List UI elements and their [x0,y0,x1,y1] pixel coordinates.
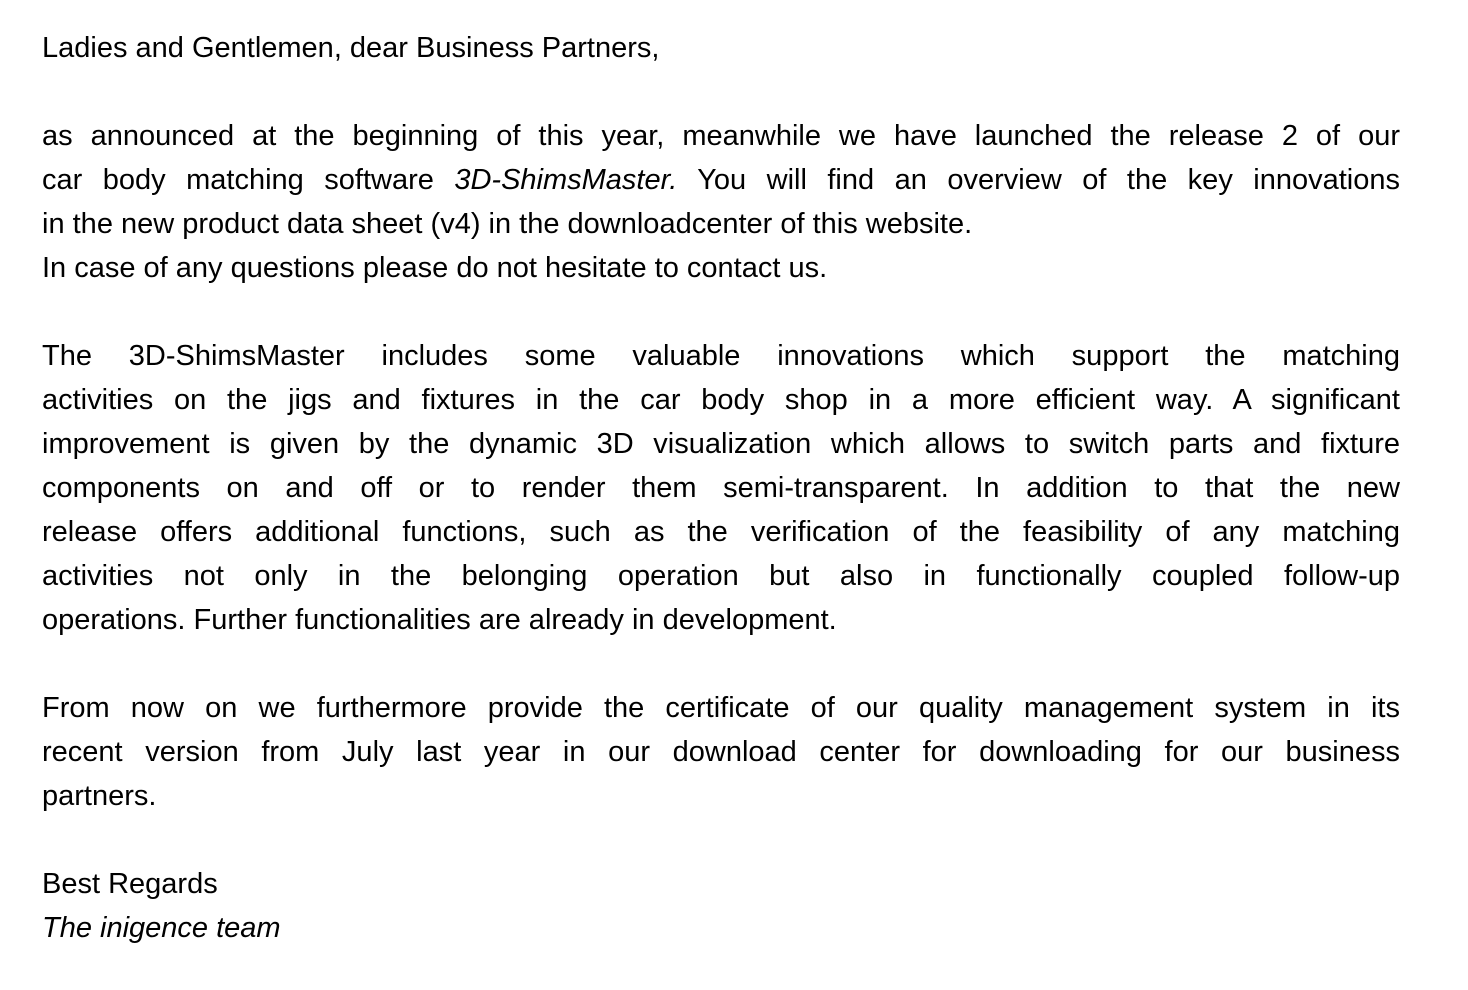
paragraph2-line1: The 3D-ShimsMaster includes some valuable innovations which support the matching [42,340,1400,372]
paragraph1-line2-start: car body matching software [42,164,455,196]
closing: Best Regards [42,868,218,900]
paragraph1-line3: in the new product data sheet (v4) in the downloadcenter of this website. [42,208,973,240]
signature: The inigence team [42,912,281,944]
paragraph1-line4: In case of any questions please do not hesitate to contact us. [42,252,828,284]
paragraph-spacer [42,818,1400,862]
paragraph2-line3: improvement is given by the dynamic 3D visualization which allows to switch parts and fixture [42,428,1400,460]
letter-document [42,26,1400,950]
paragraph-spacer [42,290,1400,334]
paragraph3-line1: From now on we furthermore provide the certificate of our quality management system in its [42,692,1400,724]
salutation: Ladies and Gentlemen, dear Business Partners, [42,32,660,64]
paragraph2-line4: components on and off or to render them semi-transparent. In addition to that the new [42,472,1400,504]
paragraph2-line2: activities on the jigs and fixtures in the car body shop in a more efficient way. A significant [42,384,1400,416]
paragraph3-line2: recent version from July last year in our download center for downloading for our business [42,736,1400,768]
paragraph1-line2 [42,158,1400,202]
paragraph-certificate [42,686,1400,818]
paragraph-release-announcement [42,114,1400,290]
paragraph2-line5: release offers additional functions, such as the verification of the feasibility of any matching [42,516,1400,548]
paragraph-innovations [42,334,1400,642]
paragraph1-line2-end: You will find an overview of the key innovations [677,164,1401,196]
paragraph2-line6: activities not only in the belonging operation but also in functionally coupled follow-up [42,560,1400,592]
paragraph3-line3: partners. [42,780,157,812]
product-name: 3D-ShimsMaster. [454,164,678,196]
paragraph2-line7: operations. Further functionalities are already in development. [42,604,837,636]
paragraph-spacer [42,642,1400,686]
paragraph1-line1: as announced at the beginning of this year, meanwhile we have launched the release 2 of our [42,120,1400,152]
paragraph-spacer [42,70,1400,114]
